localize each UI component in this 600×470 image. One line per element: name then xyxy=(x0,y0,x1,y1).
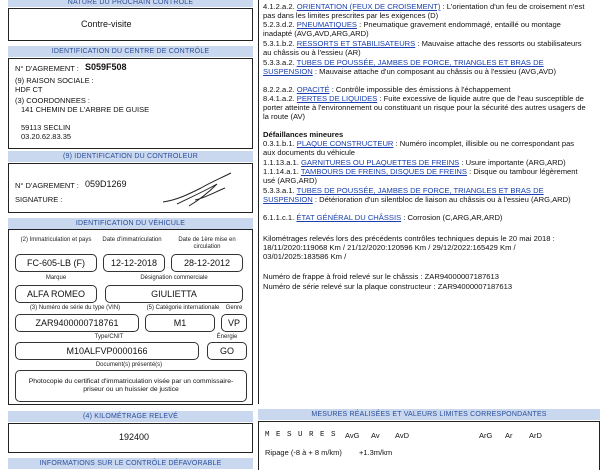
frame-cold-stamp: Numéro de frappe à froid relevé sur le châssis : ZAR94000007187613 xyxy=(263,272,499,281)
immat-label: (2) Immatriculation et pays xyxy=(20,237,92,243)
ripage-value: +1.3m/km xyxy=(359,448,393,457)
category-label: (5) Catégorie internationale xyxy=(146,305,220,311)
vin-value: ZAR9400000718761 xyxy=(15,314,139,332)
centre-box xyxy=(8,58,253,149)
next-control-box xyxy=(8,8,253,41)
category-value: M1 xyxy=(145,314,215,332)
defect-major-4: 5.3.3.a.2. TUBES DE POUSSÉE, JAMBES DE FORCE, TRIANGLES ET BRAS DE SUSPENSION : Mauvaise attache d'un composant au châssis ou à l'essieu (AVG,AVD) xyxy=(263,58,557,76)
energy-value: GO xyxy=(207,342,247,360)
controller-box xyxy=(8,163,253,213)
centre-phone: 03.20.62.83.35 xyxy=(21,132,72,141)
ripage-label: Ripage (-8 à + 8 m/km) xyxy=(265,448,342,457)
unfavorable-header: INFORMATIONS SUR LE CONTRÔLE DÉFAVORABLE xyxy=(8,458,253,469)
controller-agreement-label: N° D'AGREMENT : xyxy=(15,181,79,190)
km-value: 192400 xyxy=(119,432,150,442)
centre-header: IDENTIFICATION DU CENTRE DE CONTRÔLE xyxy=(8,46,253,57)
km-history-line2: 18/11/2020:119068 Km / 21/12/2020:120596 Km / 29/12/2022:165429 Km / xyxy=(263,243,516,252)
measures-header: MESURES RÉALISÉES ET VALEURS LIMITES CORRESPONDANTES xyxy=(258,409,600,420)
km-history-line3: 03/01/2025:183586 Km / xyxy=(263,252,347,261)
measures-col-ar: Ar xyxy=(505,431,513,440)
vehicle-header: IDENTIFICATION DU VÉHICULE xyxy=(8,218,253,229)
centre-city: 59113 SECLIN xyxy=(21,123,71,132)
genre-value: VP xyxy=(221,314,247,332)
measures-col-avg: AvG xyxy=(345,431,360,440)
measures-col-arg: ArG xyxy=(479,431,493,440)
date-first-label: Date de 1ère mise en circulation xyxy=(178,237,236,250)
centre-address: 141 CHEMIN DE L'ARBRE DE GUISE xyxy=(21,105,150,114)
vin-label: (3) Numéro de série du type (VIN) xyxy=(29,305,121,311)
measures-title: M E S U R E S xyxy=(265,431,337,439)
measures-col-avd: AvD xyxy=(395,431,410,440)
defect-minor-5: 6.1.1.c.1. ÉTAT GÉNÉRAL DU CHÂSSIS : Corrosion (C,ARG,AR,ARD) xyxy=(263,213,503,222)
controller-signature-label: SIGNATURE : xyxy=(15,195,63,204)
immat-value: FC-605-LB (F) xyxy=(15,254,97,272)
controller-header: (9) IDENTIFICATION DU CONTROLEUR xyxy=(8,151,253,162)
defect-major-1: 4.1.2.a.2. ORIENTATION (FEUX DE CROISEMENT) : L'orientation d'un feu de croisement n'est pas dans les limites prescrites par les exigences (D) xyxy=(263,2,585,20)
energy-label: Énergie xyxy=(216,334,238,340)
date-first-value: 28-12-2012 xyxy=(171,254,243,272)
right-column-border xyxy=(258,0,259,404)
designation-value: GIULIETTA xyxy=(105,285,243,303)
frame-plate: Numéro de série relevé sur la plaque constructeur : ZAR94000007187613 xyxy=(263,282,513,291)
next-control-header: NATURE DU PROCHAIN CONTROLE xyxy=(8,0,253,7)
defect-minor-3: 1.1.14.a.1. TAMBOURS DE FREINS, DISQUES DE FREINS : Disque ou tambour légèrement usé (ARG,ARD) xyxy=(263,167,578,185)
docs-label: Document(s) présenté(s) xyxy=(95,362,163,368)
type-value: M10ALFVP0000166 xyxy=(15,342,199,360)
date-immat-label: Date d'immatriculation xyxy=(102,237,162,243)
defect-minor-2: 1.1.13.a.1. GARNITURES OU PLAQUETTES DE FREINS : Usure importante (ARG,ARD) xyxy=(263,158,566,167)
measures-col-av: Av xyxy=(371,431,380,440)
controller-agreement-value: 059D1269 xyxy=(85,179,127,189)
centre-agreement-label: N° D'AGREMENT : xyxy=(15,64,79,73)
defect-major-6: 8.4.1.a.2. PERTES DE LIQUIDES : Fuite excessive de liquide autre que de l'eau susceptible de porter atteinte à l'environnement ou constituant un risque pour la sécurité des autres usagers de la route (AV) xyxy=(263,94,586,121)
km-history-line1: Kilométrages relevés lors des précédents contrôles techniques depuis le 20 mai 2018 : xyxy=(263,234,555,243)
defect-minor-4: 5.3.3.a.1. TUBES DE POUSSÉE, JAMBES DE FORCE, TRIANGLES ET BRAS DE SUSPENSION : Détérioration d'un silentbloc de liaison au châssis ou à l'essieu (ARG,ARD) xyxy=(263,186,571,204)
designation-label: Désignation commerciale xyxy=(140,275,208,281)
docs-value: Photocopie du certificat d'immatriculation visée par un commissaire-priseur ou un huissier de justice xyxy=(15,370,247,402)
defect-minor-1: 0.3.1.b.1. PLAQUE CONSTRUCTEUR : Numéro incomplet, illisible ou ne correspondant pas aux documents du véhicule xyxy=(263,139,575,157)
date-immat-value: 12-12-2018 xyxy=(103,254,165,272)
genre-label: Genre xyxy=(225,305,243,311)
centre-coords-label: (3) COORDONNEES : xyxy=(15,96,91,105)
centre-agreement-value: S059F508 xyxy=(85,62,127,72)
brand-label: Marque xyxy=(45,275,67,281)
centre-social-label: (9) RAISON SOCIALE : xyxy=(15,76,94,85)
km-header: (4) KILOMÉTRAGE RELEVÉ xyxy=(8,411,253,422)
type-label: Type/CNIT xyxy=(94,334,124,340)
centre-social-value: HDF CT xyxy=(15,85,43,94)
measures-col-ard: ArD xyxy=(529,431,542,440)
defect-major-3: 5.3.1.b.2. RESSORTS ET STABILISATEURS : Mauvaise attache des ressorts ou stabilisateurs au châssis ou à l'essieu (AR) xyxy=(263,39,582,57)
km-box xyxy=(8,423,253,453)
controller-signature xyxy=(159,170,239,210)
next-control-value: Contre-visite xyxy=(81,19,132,29)
minor-defects-header: Défaillances mineures xyxy=(263,130,344,139)
defect-major-5: 8.2.2.a.2. OPACITÉ : Contrôle impossible des émissions à l'échappement xyxy=(263,85,511,94)
brand-value: ALFA ROMEO xyxy=(15,285,97,303)
measures-box xyxy=(258,421,600,470)
defect-major-2: 5.2.3.d.2. PNEUMATIQUES : Pneumatique gravement endommagé, entaillé ou montage inadapté (AVG,AVD,ARG,ARD) xyxy=(263,20,561,38)
vehicle-box xyxy=(8,229,253,405)
